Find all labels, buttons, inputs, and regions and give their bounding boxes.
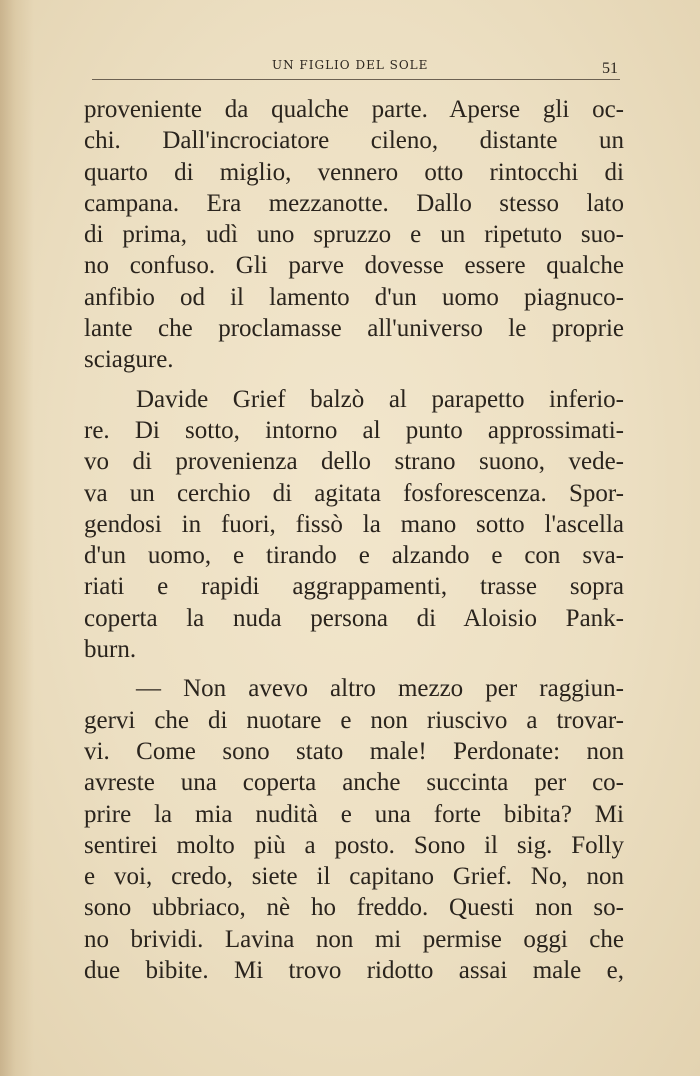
text-line: sciagure. [84, 346, 174, 374]
text-line: vo di provenienza dello strano suono, vede- [84, 448, 624, 476]
text-line: quarto di miglio, vennero otto rintocchi di [84, 158, 624, 186]
text-line: burn. [84, 636, 137, 664]
text-line: Davide Grief balzò al parapetto inferio- [136, 385, 624, 413]
text-line: re. Di sotto, intorno al punto approssimati- [84, 416, 624, 444]
text-line: sono ubbriaco, nè ho freddo. Questi non so- [84, 894, 624, 922]
paragraph-gap [84, 665, 624, 673]
text-line: proveniente da qualche parte. Aperse gli oc- [84, 96, 624, 123]
text-line: riati e rapidi aggrappamenti, trasse sopra [84, 573, 624, 601]
text-line: d'un uomo, e tirando e alzando e con sva- [84, 542, 624, 570]
text-line: chi. Dall'incrociatore cileno, distante un [84, 127, 624, 155]
text-line: campana. Era mezzanotte. Dallo stesso lato [84, 189, 624, 217]
paragraph-gap [84, 376, 624, 384]
header-rule [92, 79, 620, 80]
text-line: coperta la nuda persona di Aloisio Pank- [84, 604, 624, 632]
text-line: sentirei molto più a posto. Sono il sig. Folly [84, 831, 624, 859]
text-line: di prima, udì uno spruzzo e un ripetuto suo- [84, 221, 624, 249]
text-line: lante che proclamasse all'universo le proprie [84, 315, 624, 343]
text-line: va un cerchio di agitata fosforescenza. Spor- [84, 479, 624, 507]
text-line: — Non avevo altro mezzo per raggiun- [136, 675, 624, 703]
text-line: avreste una coperta anche succinta per co- [84, 769, 624, 797]
text-line: anfibio od il lamento d'un uomo piagnuco- [84, 283, 624, 311]
text-line: vi. Come sono stato male! Perdonate: non [84, 737, 624, 765]
text-line: gendosi in fuori, fissò la mano sotto l'ascella [84, 510, 624, 538]
text-line: prire la mia nudità e una forte bibita? Mi [84, 800, 624, 828]
text-line: no confuso. Gli parve dovesse essere qualche [84, 252, 624, 280]
text-line: gervi che di nuotare e non riuscivo a trovar- [84, 706, 624, 734]
page-number: 51 [602, 60, 618, 77]
text-line: e voi, credo, siete il capitano Grief. No, non [84, 863, 624, 891]
text-line: no brividi. Lavina non mi permise oggi che [84, 925, 624, 953]
body-text [84, 94, 624, 986]
running-title: UN FIGLIO DEL SOLE [272, 58, 429, 72]
text-line: due bibite. Mi trovo ridotto assai male e, [84, 957, 624, 985]
